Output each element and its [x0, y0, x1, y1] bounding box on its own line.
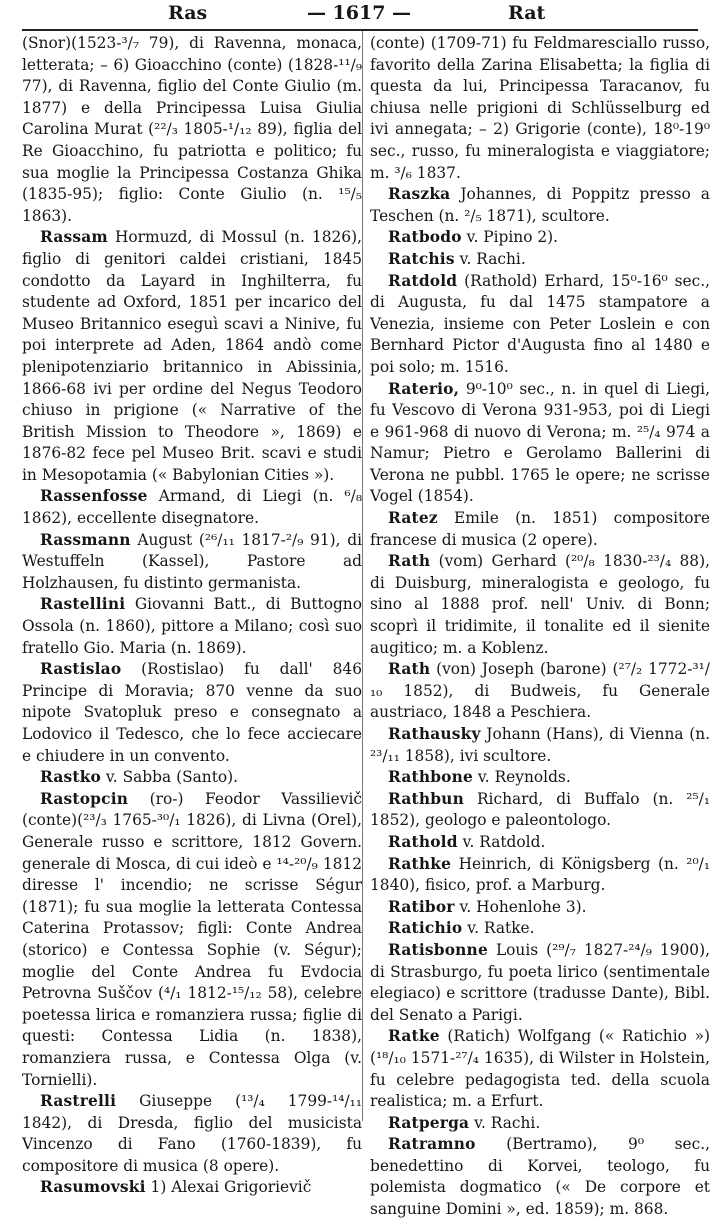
entry-text: (ro-) Feodor Vassilievič (conte)(²³/₃ 1765-³⁰/₁ 1826), di Livna (Orel), Generale russo e scrittore, 1812 Govern. generale di Mosca, di cui ideò e ¹⁴-²⁰/₉ 1812 diresse l' incendio; ne scrisse Ségur (1871); fu sua moglie la letterata Contessa Caterina Protassov; figli: Conte Andrea (storico) e Contessa Sophie (v. Ségur); moglie del Conte Andrea fu Evdocia Petrovna Suščov (⁴/₁ 1812-¹⁵/₁₂ 58), celebre poetessa lirica e romanziera russa; figlie di questi: Contessa Lidia (n. 1838), romanziera russa, e Contessa Olga (v. Tornielli). — [22, 789, 362, 1089]
entry-text: (vom) Gerhard (²⁰/₈ 1830-²³/₄ 88), di Duisburg, mineralogista e geologo, fu sino al 1888 prof. nell' Univ. di Bonn; scoprì il tridimite, il tonalite ed il sienite augitico; m. a Koblenz. — [370, 552, 710, 657]
dictionary-entry — [370, 508, 710, 551]
dictionary-entry — [370, 271, 710, 379]
entry-text: August (²⁶/₁₁ 1817-²/₉ 91), di Westuffeln (Kassel), Pastore ad Holzhausen, fu distinto germanista. — [22, 530, 362, 592]
entry-headword: Raterio, — [388, 379, 460, 398]
entry-headword: Ratramno — [388, 1135, 476, 1154]
entry-text: v. Pipino 2). — [461, 228, 559, 247]
page-number: — 1617 — — [306, 2, 412, 24]
dictionary-entry — [370, 227, 710, 249]
entry-text: Johann (Hans), di Vienna (n. ²³/₁₁ 1858), ivi scultore. — [370, 725, 710, 765]
entry-text: (Snor)(1523-³/₇ 79), di Ravenna, monaca, letterata; – 6) Gioacchino (conte) (1828-¹¹/₉ 77), di Ravenna, figlio del Conte Giulio (m. 1877) e della Principessa Luisa Giulia Carolina Murat (²²/₃ 1805-¹/₁₂ 89), figlia del Re Gioacchino, fu patriotta e politico; fu sua moglie la Principessa Costanza Ghika (1835-95); figlio: Conte Giulio (n. ¹⁵/₅ 1863). — [22, 34, 362, 225]
entry-text: Giuseppe (¹³/₄ 1799-¹⁴/₁₁ 1842), di Dresda, figlio del musicista Vincenzo di Fano (1760-1839), fu compositore di musica (8 opere). — [22, 1092, 362, 1175]
entry-headword: Rathold — [388, 832, 458, 851]
entry-text: (Rathold) Erhard, 15⁰-16⁰ sec., di Augusta, fu dal 1475 stampatore a Venezia, insieme con Peter Loslein e con Bernhard Pictor d'Augusta fino al 1480 e poi solo; m. 1516. — [370, 271, 710, 376]
entry-headword: Rathbun — [388, 789, 464, 808]
entry-text: 9⁰-10⁰ sec., n. in quel di Liegi, fu Vescovo di Verona 931-953, poi di Liegi e 961-968 di nuovo di Verona; m. ²⁵/₄ 974 a Namur; Pietro e Gerolamo Ballerini di Verona ne pubbl. 1765 le opere; ne scrisse Vogel (1854). — [370, 379, 710, 506]
dictionary-entry — [22, 530, 362, 595]
header-rule — [22, 29, 698, 31]
right-column — [370, 33, 710, 1221]
dictionary-entry — [370, 249, 710, 271]
entry-text: Johannes, di Poppitz presso a Teschen (n. ²/₅ 1871), scultore. — [370, 185, 710, 225]
entry-headword: Rasumovski — [40, 1178, 146, 1197]
left-column — [22, 33, 362, 1199]
entry-headword: Ratisbonne — [388, 940, 488, 959]
dictionary-entry — [370, 854, 710, 897]
entry-text: v. Rachi. — [454, 249, 526, 268]
entry-headword: Ratez — [388, 509, 438, 528]
dictionary-entry — [370, 33, 710, 184]
dictionary-entry — [370, 918, 710, 940]
entry-text: v. Ratke. — [462, 919, 535, 938]
dictionary-entry — [370, 1113, 710, 1135]
dictionary-entry — [370, 379, 710, 509]
entry-headword: Raszka — [388, 185, 451, 204]
entry-text: (Rostislao) fu dall' 846 Principe di Moravia; 870 venne da suo nipote Svatopluk preso e consegnato a Lodovico il Tedesco, che lo fece acciecare e chiudere in un convento. — [22, 660, 362, 765]
column-divider — [362, 31, 363, 1121]
dictionary-entry — [370, 940, 710, 1026]
entry-text: Emile (n. 1851) compositore francese di musica (2 opere). — [370, 509, 710, 549]
entry-headword: Rathausky — [388, 725, 481, 743]
entry-headword: Ratchis — [388, 249, 455, 268]
entry-text: v. Sabba (Santo). — [101, 768, 239, 787]
entry-headword: Rastellini — [40, 595, 126, 614]
entry-headword: Rastopcin — [40, 789, 129, 808]
entry-text: v. Hohenlohe 3). — [454, 897, 587, 916]
entry-text: Giovanni Batt., di Buttogno Ossola (n. 1860), pittore a Milano; così suo fratello Gio. Maria (n. 1869). — [22, 595, 362, 657]
entry-text: v. Ratdold. — [457, 832, 546, 851]
entry-text: (Ratich) Wolfgang (« Ratichio ») (¹⁸/₁₀ 1571-²⁷/₄ 1635), di Wilster in Holstein, fu celebre pedagogista ted. della scuola realistica; m. a Erfurt. — [370, 1027, 710, 1111]
dictionary-entry — [22, 227, 362, 486]
dictionary-entry — [22, 789, 362, 1091]
entry-text: v. Rachi. — [469, 1113, 541, 1132]
dictionary-entry — [22, 33, 362, 227]
dictionary-entry — [370, 551, 710, 659]
dictionary-entry — [370, 1134, 710, 1220]
dictionary-entry — [370, 832, 710, 854]
entry-headword: Rassenfosse — [40, 487, 148, 506]
entry-text: 1) Alexai Grigorievič — [145, 1178, 312, 1197]
entry-text: (von) Joseph (barone) (²⁷/₂ 1772-³¹/₁₀ 1852), di Budweis, fu Generale austriaco, 1848 a Peschiera. — [370, 660, 710, 722]
entry-headword: Ratbodo — [388, 228, 462, 247]
entry-headword: Rastislao — [40, 660, 122, 679]
entry-text: Heinrich, di Königsberg (n. ²⁰/₁ 1840), fisico, prof. a Marburg. — [370, 854, 710, 895]
entry-text: Richard, di Buffalo (n. ²⁵/₁ 1852), geologo e paleontologo. — [370, 789, 710, 830]
dictionary-entry — [22, 659, 362, 767]
entry-headword: Ratperga — [388, 1113, 470, 1132]
dictionary-entry — [370, 789, 710, 832]
entry-text: Louis (²⁹/₇ 1827-²⁴/₉ 1900), di Strasburgo, fu poeta lirico (sentimentale elegiaco) e scrittore (tradusse Dante), Bibl. del Senato a Parigi. — [370, 940, 710, 1024]
dictionary-entry — [22, 1177, 362, 1199]
entry-headword: Rathke — [388, 854, 452, 873]
entry-text: (conte) (1709-71) fu Feldmaresciallo russo, favorito della Zarina Elisabetta; la figlia di questa da lui, Principessa Taracanov, fu chiusa nelle prigioni di Schlüsselburg ed ivi annegata; – 2) Grigorie (conte), 18⁰-19⁰ sec., russo, fu mineralogista e viaggiatore; m. ³/₆ 1837. — [370, 34, 710, 182]
entry-text: Hormuzd, di Mossul (n. 1826), figlio di genitori caldei cristiani, 1845 condotto da Layard in Inghilterra, fu studente ad Oxford, 1851 per incarico del Museo Britannico eseguì scavi a Ninive, fu poi interprete ad Aden, 1864 andò come plenipotenziario britannico in Abissinia, 1866-68 ivi per ordine del Negus Teodoro chiuso in prigione (« Narrative of the British Mission to Theodore », 1869) e 1876-82 fece pel Museo Brit. scavi e studi in Mesopotamia (« Babylonian Cities »). — [22, 228, 362, 484]
entry-headword: Rath — [388, 552, 431, 571]
entry-headword: Rathbone — [388, 768, 474, 787]
dictionary-entry — [370, 897, 710, 919]
entry-text: v. Reynolds. — [473, 768, 571, 787]
dictionary-entry — [370, 767, 710, 789]
dictionary-entry — [370, 724, 710, 767]
entry-headword: Ratke — [388, 1027, 440, 1046]
entry-headword: Rastko — [40, 768, 102, 787]
entry-text: Armand, di Liegi (n. ⁶/₈ 1862), eccellente disegnatore. — [22, 487, 362, 528]
entry-text: (Bertramo), 9⁰ sec., benedettino di Korvei, teologo, fu polemista dogmatico (« De corpore et sanguine Domini », ed. 1859); m. 868. — [370, 1135, 710, 1219]
page-header — [0, 2, 718, 30]
dictionary-entry — [22, 486, 362, 529]
dictionary-entry — [22, 767, 362, 789]
entry-headword: Rath — [388, 660, 431, 679]
dictionary-entry — [370, 1026, 710, 1112]
entry-headword: Rastrelli — [40, 1092, 117, 1111]
entry-headword: Rassam — [40, 228, 108, 247]
entry-headword: Ratdold — [388, 271, 458, 290]
dictionary-entry — [370, 184, 710, 227]
entry-headword: Ratichio — [388, 919, 463, 938]
header-right-guideword: Rat — [508, 2, 546, 24]
entry-headword: Ratibor — [388, 897, 455, 916]
header-left-guideword: Ras — [168, 2, 208, 24]
dictionary-entry — [22, 1091, 362, 1177]
dictionary-entry — [22, 594, 362, 659]
dictionary-entry — [370, 659, 710, 724]
entry-headword: Rassmann — [40, 530, 131, 549]
